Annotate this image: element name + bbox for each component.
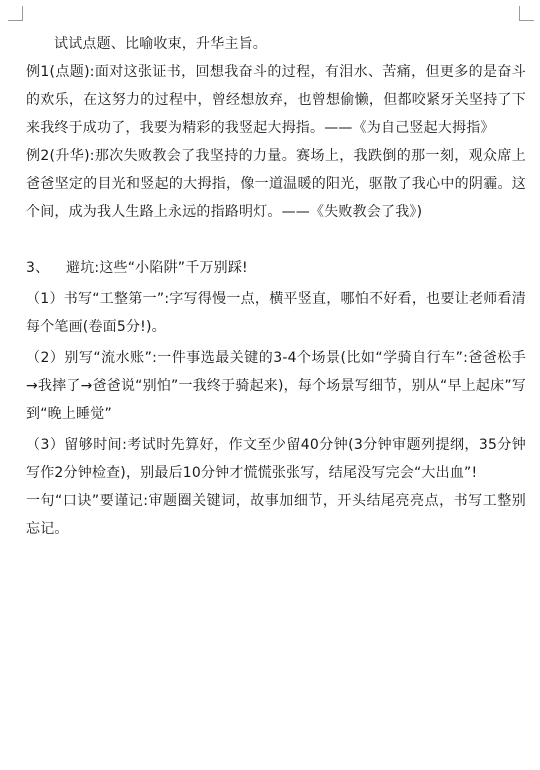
list-item-time-management: （3）留够时间:考试时先算好，作文至少留40分钟(3分钟审题列提纲，35分钟写作2分钟检查)，别最后10分钟才慌慌张张写，结尾没写完会“大出血”! — [26, 437, 526, 481]
paragraph-example-2: 例2(升华):那次失败教会了我坚持的力量。赛场上，我跌倒的那一刻，观众席上爸爸坚定的目光和竖起的大拇指，像一道温暖的阳光，驱散了我心中的阴霾。这个间，成为我人生路上永远的指路明灯。——《失败教会了我》) — [26, 148, 526, 220]
page-corner-mark-top-right — [519, 6, 534, 21]
paragraph-example-1: 例1(点题):面对这张证书，回想我奋斗的过程，有泪水、苦痛，但更多的是奋斗的欢乐，在这努力的过程中，曾经想放弃，也曾想偷懒，但都咬紧牙关坚持了下来我终于成功了，我要为精彩的我竖起大拇指。——《为自己竖起大拇指》 — [26, 64, 526, 136]
paragraph-closing-mnemonic: 一句“口诀”要谨记:审题圈关键词，故事加细节，开头结尾亮亮点，书写工整别忘记。 — [26, 493, 526, 537]
list-item-handwriting: （1）书写“工整第一”:字写得慢一点，横平竖直，哪怕不好看，也要让老师看清每个笔画(卷面5分!)。 — [26, 291, 526, 335]
paragraph-intro: 试试点题、比喻收束，升华主旨。 — [54, 36, 267, 52]
blank-line — [26, 226, 526, 254]
section-title: 避坑:这些“小陷阱”千万别踩! — [66, 260, 248, 276]
section-number: 3、 — [26, 260, 50, 276]
document-body — [26, 30, 526, 543]
page-corner-mark-top-left — [8, 6, 23, 21]
list-item-no-diary-style: （2）别写“流水账”:一件事选最关键的3-4个场景(比如“学骑自行车”:爸爸松手→我摔了→爸爸说“别怕”一我终于骑起来)，每个场景写细节，别从“早上起床”写到“晚上睡觉” — [26, 350, 526, 422]
section-heading — [26, 254, 526, 282]
